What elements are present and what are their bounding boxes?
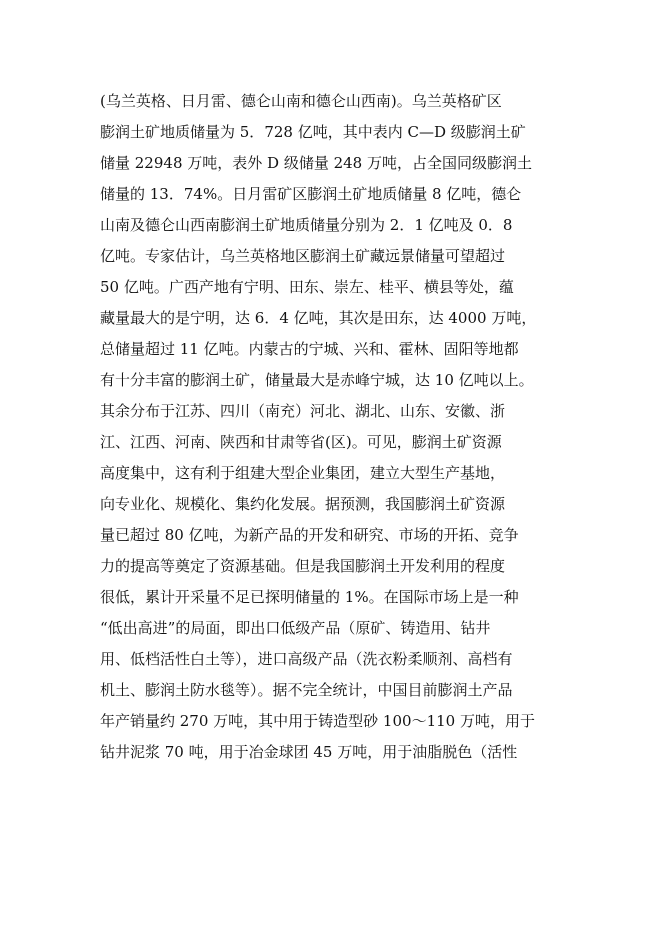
text-line-8: 藏量最大的是宁明，达 6．4 亿吨，其次是田东，达 4000 万吨， — [100, 309, 537, 327]
text-line-18: “低出高进”的局面，即出口低级产品（原矿、铸造用、钻井 — [100, 619, 491, 637]
text-line-3: 储量 22948 万吨，表外 D 级储量 248 万吨，占全国同级膨润土 — [100, 154, 532, 172]
text-line-21: 年产销量约 270 万吨，其中用于铸造型砂 100～110 万吨，用于 — [100, 712, 535, 730]
text-line-20: 机土、膨润土防水毯等）。据不完全统计，中国目前膨润土产品 — [100, 681, 513, 699]
text-line-19: 用、低档活性白土等），进口高级产品（洗衣粉柔顺剂、高档有 — [100, 650, 513, 668]
text-line-22: 钻井泥浆 70 吨，用于冶金球团 45 万吨，用于油脂脱色（活性 — [100, 743, 518, 761]
text-line-7: 50 亿吨。广西产地有宁明、田东、崇左、桂平、横县等处，蕴 — [100, 278, 514, 296]
text-line-12: 江、江西、河南、陕西和甘肃等省(区)。可见，膨润土矿资源 — [100, 433, 502, 451]
text-line-5: 山南及德仑山西南膨润土矿地质储量分别为 2．1 亿吨及 0．8 — [100, 216, 513, 234]
text-line-2: 膨润土矿地质储量为 5．728 亿吨，其中表内 C—D 级膨润土矿 — [100, 123, 526, 141]
body-paragraph — [100, 86, 570, 768]
text-line-14: 向专业化、规模化、集约化发展。据预测，我国膨润土矿资源 — [100, 495, 506, 513]
text-line-17: 很低，累计开采量不足已探明储量的 1%。在国际市场上是一种 — [100, 588, 519, 606]
text-line-10: 有十分丰富的膨润土矿，储量最大是赤峰宁城，达 10 亿吨以上。 — [100, 371, 534, 389]
text-line-6: 亿吨。专家估计，乌兰英格地区膨润土矿藏远景储量可望超过 — [100, 247, 506, 265]
text-line-1: (乌兰英格、日月雷、德仑山南和德仑山西南)。乌兰英格矿区 — [100, 92, 502, 110]
text-line-13: 高度集中，这有利于组建大型企业集团，建立大型生产基地， — [100, 464, 506, 482]
text-line-16: 力的提高等奠定了资源基础。但是我国膨润土开发利用的程度 — [100, 557, 506, 575]
text-line-4: 储量的 13．74%。日月雷矿区膨润土矿地质储量 8 亿吨，德仑 — [100, 185, 522, 203]
text-line-15: 量已超过 80 亿吨，为新产品的开发和研究、市场的开拓、竞争 — [100, 526, 519, 544]
text-line-9: 总储量超过 11 亿吨。内蒙古的宁城、兴和、霍林、固阳等地都 — [100, 340, 519, 358]
text-line-11: 其余分布于江苏、四川（南充）河北、湖北、山东、安徽、浙 — [100, 402, 506, 420]
